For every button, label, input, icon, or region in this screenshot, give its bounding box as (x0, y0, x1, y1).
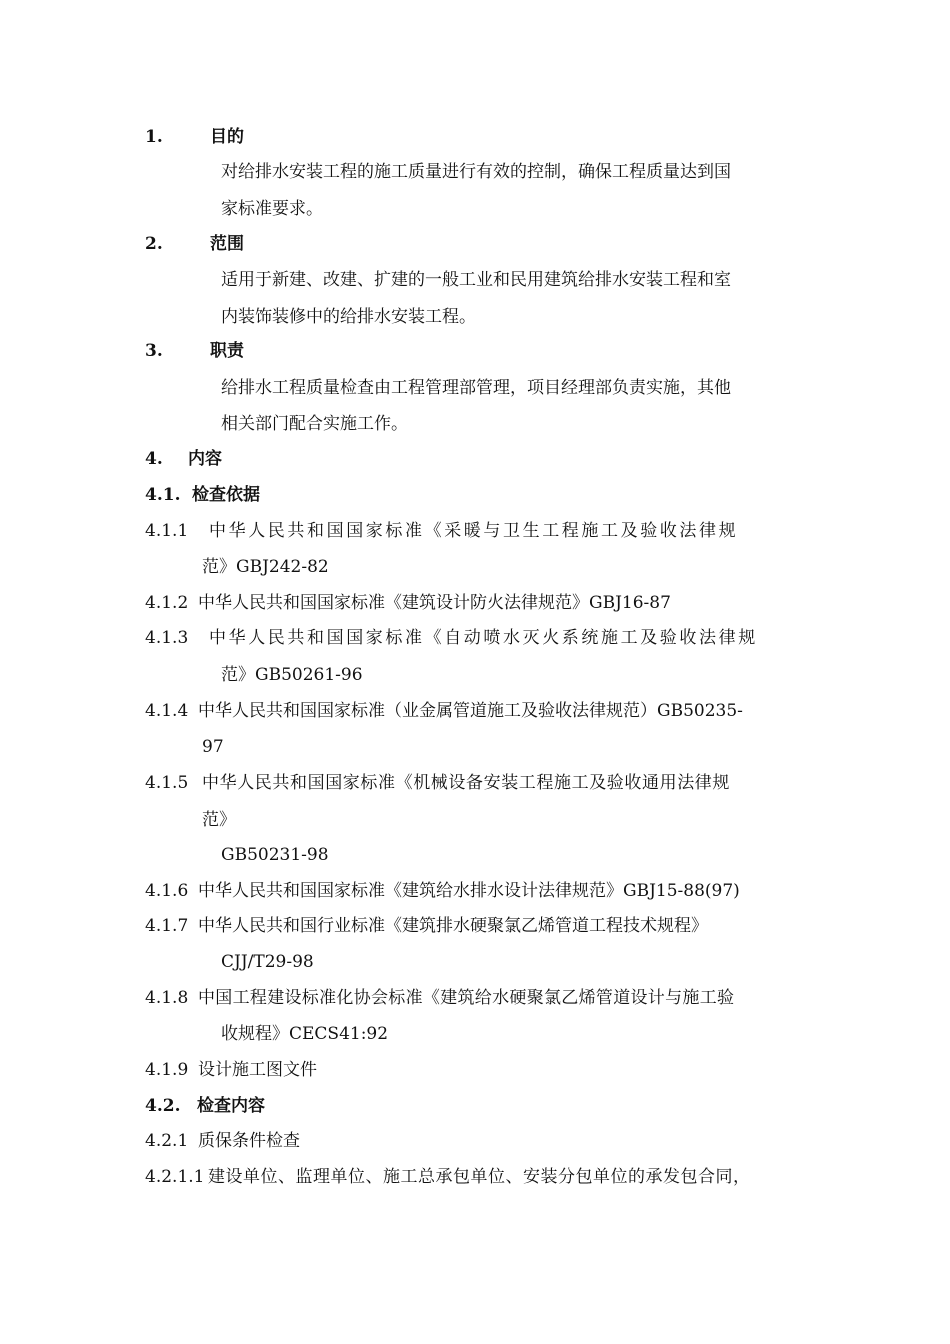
item-4-1-9-line-1: 设计施工图文件 (198, 1060, 317, 1080)
section-2-body-line-1: 适用于新建、改建、扩建的一般工业和民用建筑给排水安装工程和室 (221, 270, 731, 290)
item-4-1-7-line-2: CJJ/T29-98 (221, 952, 314, 972)
section-2-number: 2. (145, 234, 163, 254)
section-1-number: 1. (145, 127, 163, 147)
section-3-number: 3. (145, 341, 163, 361)
section-4-2-number: 4.2. (145, 1096, 181, 1116)
item-4-1-7-line-1: 中华人民共和国行业标准《建筑排水硬聚氯乙烯管道工程技术规程》 (198, 916, 708, 936)
section-1-body-line-1: 对给排水安装工程的施工质量进行有效的控制，确保工程质量达到国 (221, 162, 731, 182)
section-3-title: 职责 (210, 341, 244, 361)
section-4-title: 内容 (188, 449, 222, 469)
section-2-title: 范围 (210, 234, 244, 254)
section-4-1-title: 检查依据 (192, 485, 260, 505)
item-4-1-1-number: 4.1.1 (145, 521, 189, 541)
item-4-2-1-1-number: 4.2.1.1 (145, 1167, 205, 1187)
item-4-1-5-line-2: 范》 (202, 810, 236, 830)
item-4-1-3-number: 4.1.3 (145, 628, 189, 648)
item-4-1-3-line-2: 范》GB50261-96 (221, 665, 363, 685)
item-4-1-4-line-2: 97 (202, 737, 224, 757)
item-4-2-1-1-text: 建设单位、监理单位、施工总承包单位、安装分包单位的承发包合同， (208, 1167, 751, 1187)
section-4-number: 4. (145, 449, 163, 469)
section-3-body-line-2: 相关部门配合实施工作。 (221, 414, 408, 434)
item-4-1-7-number: 4.1.7 (145, 916, 189, 936)
item-4-1-1-line-2: 范》GBJ242-82 (202, 557, 329, 577)
section-3-body-line-1: 给排水工程质量检查由工程管理部管理，项目经理部负责实施，其他 (221, 378, 731, 398)
item-4-1-9-number: 4.1.9 (145, 1060, 189, 1080)
item-4-2-1-text: 质保条件检查 (198, 1131, 300, 1151)
item-4-1-2-number: 4.1.2 (145, 593, 189, 613)
section-1-title: 目的 (210, 127, 244, 147)
item-4-1-5-line-1: 中华人民共和国国家标准《机械设备安装工程施工及验收通用法律规 (202, 773, 730, 793)
item-4-1-2-line-1: 中华人民共和国国家标准《建筑设计防火法律规范》GBJ16-87 (198, 593, 671, 613)
item-4-1-5-number: 4.1.5 (145, 773, 189, 793)
item-4-1-8-number: 4.1.8 (145, 988, 189, 1008)
item-4-1-3-line-1: 中华人民共和国国家标准《自动喷水灭火系统施工及验收法律规 (209, 628, 758, 648)
section-4-2-title: 检查内容 (197, 1096, 265, 1116)
item-4-1-4-line-1: 中华人民共和国国家标准（业金属管道施工及验收法律规范）GB50235- (198, 701, 743, 721)
item-4-1-6-number: 4.1.6 (145, 881, 189, 901)
section-4-1-number: 4.1. (145, 485, 181, 505)
item-4-2-1-number: 4.2.1 (145, 1131, 189, 1151)
item-4-1-4-number: 4.1.4 (145, 701, 189, 721)
item-4-1-5-line-3: GB50231-98 (221, 845, 329, 865)
item-4-1-8-line-2: 收规程》CECS41:92 (221, 1024, 389, 1044)
item-4-1-6-line-1: 中华人民共和国国家标准《建筑给水排水设计法律规范》GBJ15-88(97) (198, 881, 740, 901)
item-4-1-1-line-1: 中华人民共和国国家标准《采暖与卫生工程施工及验收法律规 (209, 521, 739, 541)
item-4-1-8-line-1: 中国工程建设标准化协会标准《建筑给水硬聚氯乙烯管道设计与施工验 (198, 988, 735, 1008)
section-2-body-line-2: 内装饰装修中的给排水安装工程。 (221, 307, 476, 327)
section-1-body-line-2: 家标准要求。 (221, 199, 323, 219)
